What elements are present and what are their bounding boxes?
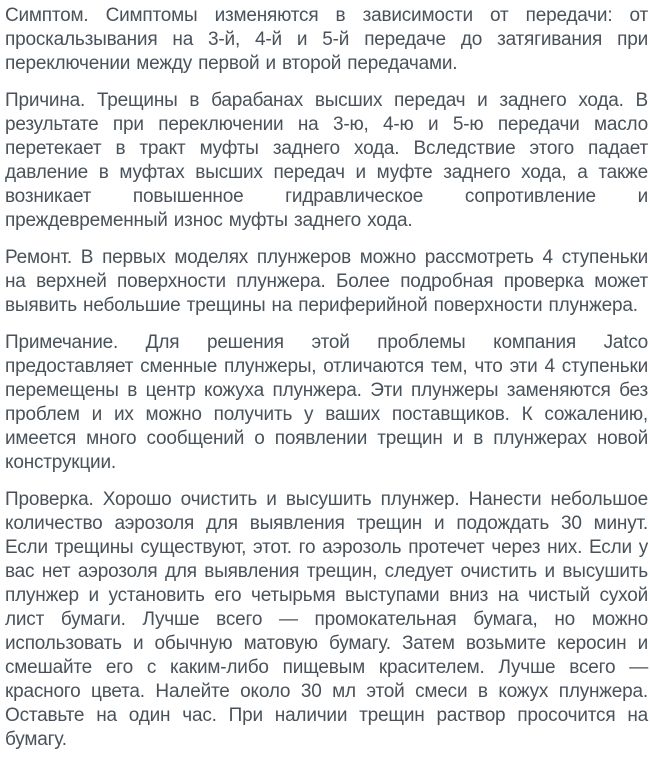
paragraph-repair: Ремонт. В первых моделях плунжеров можно рассмотреть 4 ступеньки на верхней поверхности плунжера. Более подробная проверка может выявить небольшие трещины на периферийной поверхности плунжера.	[5, 247, 648, 316]
paragraph-check: Проверка. Хорошо очистить и высушить плунжер. Нанести небольшое количество аэрозоля для выявления трещин и подождать 30 минут. Если трещины существуют, этот. го аэрозоль протечет через них. Если у вас нет аэрозоля для выявления трещин, следует очистить и высушить плунжер и установить его четырьмя выступами вниз на чистый сухой лист бумаги. Лучше всего — промокательная бумага, но можно использовать и обычную матовую бумагу. Затем возьмите керосин и смешайте его с каким-либо пищевым красителем. Лучше всего — красного цвета. Налейте около 30 мл этой смеси в кожух плунжера. Оставьте на один час. При наличии трещин раствор просочится на бумагу.	[5, 489, 648, 750]
paragraph-symptom: Симптом. Симптомы изменяются в зависимости от передачи: от проскальзывания на 3-й, 4-й и 5-й передаче до затягивания при переключении между первой и второй передачами.	[5, 5, 648, 74]
paragraph-cause: Причина. Трещины в барабанах высших передач и заднего хода. В результате при переключении на 3-ю, 4-ю и 5-ю передачи масло перетекает в тракт муфты заднего хода. Вследствие этого падает давление в муфтах высших передач и муфте заднего хода, а также возникает повышенное гидравлическое сопротивление и преждевременный износ муфты заднего хода.	[5, 90, 648, 231]
paragraph-note: Примечание. Для решения этой проблемы компания Jatco предоставляет сменные плунжеры, отличаются тем, что эти 4 ступеньки перемещены в центр кожуха плунжера. Эти плунжеры заменяются без проблем и их можно получить у ваших поставщиков. К сожалению, имеется много сообщений о появлении трещин и в плунжерах новой конструкции.	[5, 332, 648, 473]
document-body	[5, 4, 648, 752]
